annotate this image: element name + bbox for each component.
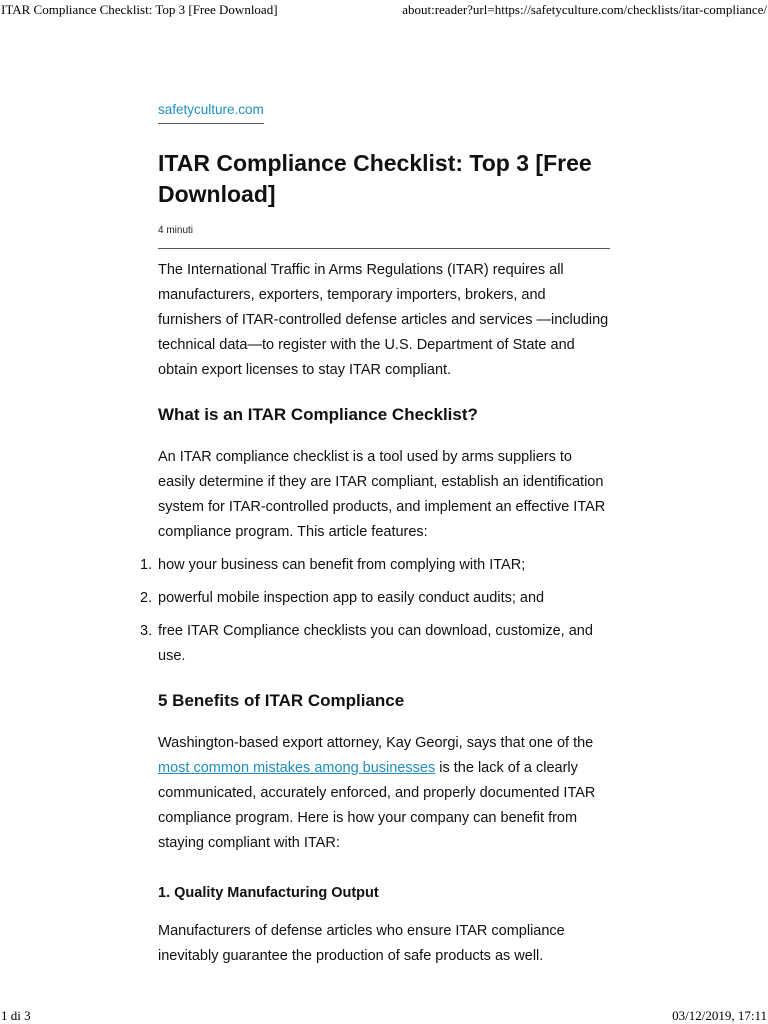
features-list: [140, 553, 610, 669]
section-heading-benefits: 5 Benefits of ITAR Compliance: [158, 691, 405, 710]
list-item: [140, 619, 610, 669]
benefits-text-before-link: Washington-based export attorney, Kay Georgi, says that one of the: [158, 735, 594, 751]
list-item-text: powerful mobile inspection app to easily conduct audits; and: [158, 590, 545, 606]
article-title: ITAR Compliance Checklist: Top 3 [Free Download]: [158, 150, 592, 207]
section-what-is-paragraph: An ITAR compliance checklist is a tool used by arms suppliers to easily determine if they are ITAR compliant, establish an identification system for ITAR-controlled products, and implement an effective ITAR compliance program. This article features:: [158, 449, 606, 540]
list-item-text: free ITAR Compliance checklists you can download, customize, and use.: [158, 623, 593, 664]
reader-article: [140, 100, 610, 969]
section-heading-what-is: What is an ITAR Compliance Checklist?: [158, 405, 478, 424]
intro-paragraph: The International Traffic in Arms Regulations (ITAR) requires all manufacturers, exporters, temporary importers, brokers, and furnishers of ITAR-controlled defense articles and services —including technical data—to register with the U.S. Department of State and obtain export licenses to stay ITAR compliant.: [158, 262, 609, 378]
common-mistakes-link[interactable]: most common mistakes among businesses: [158, 760, 436, 776]
list-item-number: 1.: [140, 557, 153, 573]
print-header-url: about:reader?url=https://safetyculture.com/checklists/itar-compliance/: [402, 2, 767, 17]
list-item: [140, 553, 610, 578]
print-footer-page: 1 di 3: [1, 1008, 31, 1023]
list-item-text: how your business can benefit from complying with ITAR;: [158, 557, 526, 573]
source-link[interactable]: safetyculture.com: [158, 100, 264, 124]
section-benefits-paragraph: [158, 731, 610, 856]
title-divider: [158, 248, 610, 249]
reading-time: 4 minuti: [158, 225, 194, 236]
list-item-number: 2.: [140, 590, 153, 606]
print-footer-datetime: 03/12/2019, 17:11: [672, 1008, 767, 1023]
list-item-number: 3.: [140, 623, 153, 639]
print-header-title: ITAR Compliance Checklist: Top 3 [Free Download]: [1, 2, 278, 17]
print-header: [0, 2, 768, 18]
quality-output-paragraph: Manufacturers of defense articles who ensure ITAR compliance inevitably guarantee the production of safe products as well.: [158, 923, 565, 964]
subheading-quality-output: 1. Quality Manufacturing Output: [158, 885, 379, 901]
list-item: [140, 586, 610, 611]
benefits-text-after-link: is the lack of a clearly communicated, accurately enforced, and properly documented ITAR compliance program. Here is how your company can benefit from staying compliant with ITAR:: [158, 760, 596, 851]
print-footer: [0, 1008, 768, 1024]
